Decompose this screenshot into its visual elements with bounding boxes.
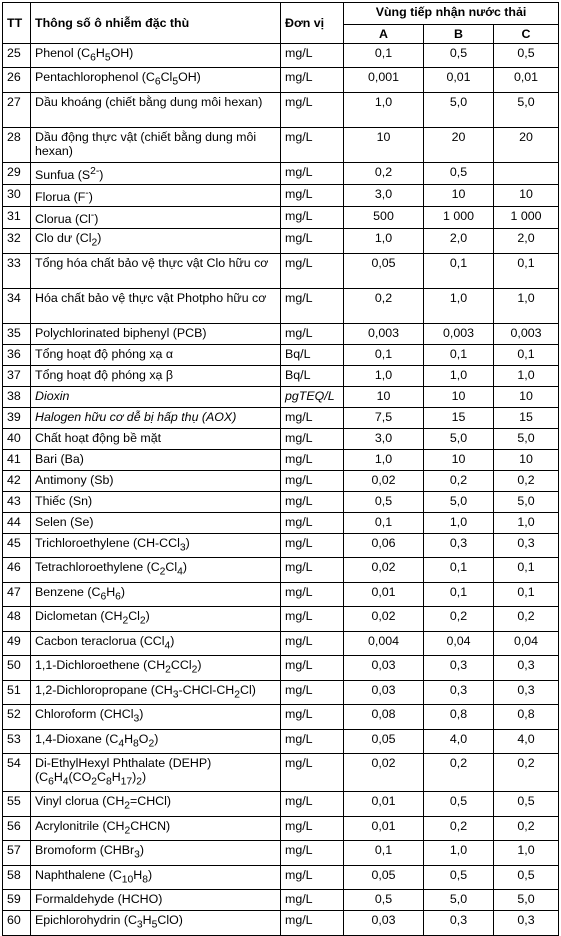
row-value-b: 5,0 [424,428,494,449]
row-value-b: 0,3 [424,911,494,935]
row-tt: 44 [3,512,31,533]
row-tt: 52 [3,705,31,729]
row-value-c: 0,1 [494,558,559,582]
row-name: 1,4-Dioxane $(C_4H_8O_2)$ [31,729,281,753]
row-value-b: 0,04 [424,631,494,655]
row-unit: mg/L [281,911,344,935]
table-row [3,323,559,344]
row-tt: 54 [3,754,31,792]
row-value-a: 0,03 [344,680,424,704]
table-row [3,207,559,229]
row-value-b: 15 [424,407,494,428]
row-value-c: 1,0 [494,512,559,533]
row-name: Selen (Se) [31,512,281,533]
table-row [3,428,559,449]
row-tt: 55 [3,792,31,816]
row-value-a: 0,05 [344,729,424,753]
table-row [3,792,559,816]
table-row [3,92,559,127]
row-unit: pgTEQ/L [281,386,344,407]
row-unit: mg/L [281,792,344,816]
row-value-b: 1,0 [424,288,494,323]
table-row [3,44,559,68]
row-name: Epichlorohydrin $(C_3H_5ClO)$ [31,911,281,935]
row-unit: mg/L [281,841,344,865]
row-tt: 45 [3,533,31,557]
row-value-a: 1,0 [344,449,424,470]
row-value-c: 4,0 [494,729,559,753]
row-tt: 33 [3,253,31,288]
row-value-c: 0,04 [494,631,559,655]
row-tt: 37 [3,365,31,386]
row-value-c: 0,1 [494,344,559,365]
row-value-c: 10 [494,449,559,470]
row-value-a: 0,03 [344,656,424,680]
row-unit: mg/L [281,449,344,470]
row-name: Vinyl clorua $(CH_2=CHCl)$ [31,792,281,816]
row-unit: mg/L [281,582,344,606]
row-value-a: 0,02 [344,470,424,491]
row-value-c: 0,3 [494,911,559,935]
row-tt: 39 [3,407,31,428]
row-value-a: 10 [344,386,424,407]
table-row [3,253,559,288]
row-name: Acrylonitrile $(CH_2CHCN)$ [31,816,281,840]
row-value-b: 20 [424,127,494,162]
row-tt: 56 [3,816,31,840]
row-name: Tetrachloroethylene $(C_2Cl_4)$ [31,558,281,582]
row-name: Chloroform (CHCl$_3$) [31,705,281,729]
row-tt: 27 [3,92,31,127]
row-name: Benzene $(C_6H_6)$ [31,582,281,606]
row-value-b: 0,1 [424,344,494,365]
row-tt: 41 [3,449,31,470]
row-value-a: 500 [344,207,424,229]
row-unit: mg/L [281,44,344,68]
row-unit: mg/L [281,890,344,911]
row-value-a: 0,2 [344,288,424,323]
row-tt: 46 [3,558,31,582]
row-tt: 26 [3,68,31,92]
row-name: Dầu động thực vật (chiết bằng dung môi hexan) [31,127,281,162]
row-tt: 57 [3,841,31,865]
row-value-b: 0,2 [424,607,494,631]
row-value-a: 1,0 [344,229,424,253]
row-value-b: 2,0 [424,229,494,253]
row-value-a: 0,05 [344,865,424,889]
row-unit: mg/L [281,253,344,288]
row-value-a: 0,01 [344,792,424,816]
row-name: Antimony (Sb) [31,470,281,491]
table-row [3,841,559,865]
row-tt: 48 [3,607,31,631]
row-unit: mg/L [281,229,344,253]
row-value-b: 0,01 [424,68,494,92]
row-value-c: 0,01 [494,68,559,92]
table-row [3,680,559,704]
table-row [3,512,559,533]
row-tt: 40 [3,428,31,449]
row-value-c: 10 [494,185,559,207]
table-row [3,288,559,323]
row-value-c: 0,2 [494,816,559,840]
row-name: Pentachlorophenol $(C_6Cl_5OH)$ [31,68,281,92]
row-unit: mg/L [281,428,344,449]
table-row [3,449,559,470]
row-value-c: 0,8 [494,705,559,729]
row-tt: 50 [3,656,31,680]
table-row [3,656,559,680]
row-value-c: 0,2 [494,754,559,792]
row-tt: 25 [3,44,31,68]
row-value-c: 15 [494,407,559,428]
row-value-a: 10 [344,127,424,162]
row-name: Cacbon teraclorua (CCl$_4$) [31,631,281,655]
table-row [3,68,559,92]
row-value-a: 0,1 [344,512,424,533]
row-unit: mg/L [281,407,344,428]
table-row [3,754,559,792]
row-value-c: 0,003 [494,323,559,344]
row-value-c: 10 [494,386,559,407]
row-unit: mg/L [281,705,344,729]
row-value-b: 0,3 [424,656,494,680]
row-value-b: 10 [424,386,494,407]
row-value-a: 0,2 [344,162,424,184]
row-unit: mg/L [281,127,344,162]
row-value-a: 3,0 [344,428,424,449]
row-value-c: 0,3 [494,656,559,680]
row-name: Halogen hữu cơ dễ bị hấp thụ (AOX) [31,407,281,428]
table-row [3,407,559,428]
row-value-b: 1,0 [424,512,494,533]
row-value-b: 0,5 [424,162,494,184]
row-name: Formaldehyde (HCHO) [31,890,281,911]
row-value-a: 0,5 [344,491,424,512]
table-row [3,491,559,512]
header-col-a: A [344,25,424,44]
row-value-c: 0,5 [494,44,559,68]
row-value-a: 1,0 [344,365,424,386]
row-tt: 32 [3,229,31,253]
row-value-c: 0,1 [494,253,559,288]
table-body [3,44,559,936]
row-unit: mg/L [281,656,344,680]
row-value-c: 0,5 [494,865,559,889]
table-row [3,816,559,840]
row-value-a: 0,05 [344,253,424,288]
table-row [3,729,559,753]
row-tt: 60 [3,911,31,935]
row-name: Dioxin [31,386,281,407]
row-name: Naphthalene $(C_{10}H_8)$ [31,865,281,889]
table-row [3,127,559,162]
row-name: Hóa chất bảo vệ thực vật Photpho hữu cơ [31,288,281,323]
row-name: Bromoform (CHBr$_3$) [31,841,281,865]
row-value-a: 0,02 [344,558,424,582]
row-value-c: 5,0 [494,428,559,449]
row-name: 1,2-Dichloropropane $(CH_3-CHCl-CH_2Cl)$ [31,680,281,704]
row-value-a: 0,02 [344,754,424,792]
table-row [3,865,559,889]
row-value-b: 5,0 [424,92,494,127]
pollutant-table [2,2,559,936]
row-value-b: 5,0 [424,491,494,512]
row-value-b: 0,2 [424,816,494,840]
row-name: Bari (Ba) [31,449,281,470]
table-row [3,705,559,729]
row-tt: 43 [3,491,31,512]
row-name: Chất hoạt động bề mặt [31,428,281,449]
row-name: Trichloroethylene (CH-CCl$_3$) [31,533,281,557]
row-tt: 51 [3,680,31,704]
row-value-b: 0,2 [424,754,494,792]
row-value-a: 0,1 [344,344,424,365]
row-name: Tổng hoạt độ phóng xạ β [31,365,281,386]
row-tt: 53 [3,729,31,753]
header-tt: TT [3,3,31,44]
row-unit: mg/L [281,512,344,533]
row-unit: Bq/L [281,365,344,386]
row-name: Phenol $(C_6H_5OH)$ [31,44,281,68]
row-tt: 28 [3,127,31,162]
row-unit: mg/L [281,816,344,840]
row-tt: 58 [3,865,31,889]
row-name: Thiếc (Sn) [31,491,281,512]
row-value-c: 5,0 [494,491,559,512]
row-value-a: 7,5 [344,407,424,428]
table-row [3,558,559,582]
row-value-a: 0,5 [344,890,424,911]
row-unit: mg/L [281,865,344,889]
row-name: Florua (F-) [31,185,281,207]
row-unit: mg/L [281,92,344,127]
row-value-b: 0,2 [424,470,494,491]
row-value-a: 1,0 [344,92,424,127]
row-name: Clo dư $(Cl_2)$ [31,229,281,253]
row-value-b: 0,8 [424,705,494,729]
row-unit: mg/L [281,207,344,229]
row-value-c: 2,0 [494,229,559,253]
row-value-b: 0,5 [424,865,494,889]
row-name: Sunfua $(S^{2-})$ [31,162,281,184]
row-value-b: 0,3 [424,680,494,704]
row-value-c: 1,0 [494,841,559,865]
table-row [3,533,559,557]
row-value-a: 0,01 [344,816,424,840]
row-value-a: 0,004 [344,631,424,655]
row-unit: mg/L [281,533,344,557]
header-param: Thông số ô nhiễm đặc thù [31,3,281,44]
row-value-b: 0,1 [424,582,494,606]
row-value-c: 1 000 [494,207,559,229]
row-tt: 38 [3,386,31,407]
row-value-c: 1,0 [494,365,559,386]
row-name: Di-EthylHexyl Phthalate (DEHP) $(C_6H_4(CO_2C_8H_{17})_2)$ [31,754,281,792]
row-value-b: 1,0 [424,841,494,865]
row-value-b: 4,0 [424,729,494,753]
row-value-c: 0,3 [494,680,559,704]
row-tt: 42 [3,470,31,491]
row-value-a: 0,01 [344,582,424,606]
row-unit: mg/L [281,680,344,704]
row-name: 1,1-Dichloroethene $(CH_2CCl_2)$ [31,656,281,680]
row-tt: 49 [3,631,31,655]
row-value-a: 0,1 [344,841,424,865]
row-value-c: 1,0 [494,288,559,323]
row-value-c: 5,0 [494,890,559,911]
row-unit: mg/L [281,162,344,184]
row-tt: 47 [3,582,31,606]
row-unit: mg/L [281,729,344,753]
row-tt: 35 [3,323,31,344]
row-value-a: 0,1 [344,44,424,68]
row-value-a: 0,03 [344,911,424,935]
header-zone: Vùng tiếp nhận nước thải [344,3,559,25]
row-value-a: 3,0 [344,185,424,207]
row-value-b: 0,3 [424,533,494,557]
row-unit: mg/L [281,754,344,792]
row-unit: mg/L [281,607,344,631]
row-value-c: 0,5 [494,792,559,816]
table-row [3,890,559,911]
row-value-c: 0,2 [494,470,559,491]
row-value-c: 20 [494,127,559,162]
row-value-b: 10 [424,449,494,470]
row-value-c: 0,3 [494,533,559,557]
table-row [3,470,559,491]
row-unit: mg/L [281,470,344,491]
row-value-c: 0,1 [494,582,559,606]
row-unit: mg/L [281,288,344,323]
row-name: Diclometan $(CH_2Cl_2)$ [31,607,281,631]
header-unit: Đơn vị [281,3,344,44]
row-tt: 31 [3,207,31,229]
row-unit: Bq/L [281,344,344,365]
row-unit: mg/L [281,631,344,655]
table-row [3,631,559,655]
table-row [3,162,559,184]
row-unit: mg/L [281,68,344,92]
row-value-a: 0,06 [344,533,424,557]
table-row [3,582,559,606]
row-tt: 29 [3,162,31,184]
header-col-c: C [494,25,559,44]
table-row [3,386,559,407]
table-row [3,607,559,631]
table-row [3,344,559,365]
row-value-b: 1,0 [424,365,494,386]
row-value-b: 0,003 [424,323,494,344]
table-row [3,229,559,253]
row-name: Clorua (Cl-) [31,207,281,229]
table-row [3,185,559,207]
table-row [3,911,559,935]
row-name: Polychlorinated biphenyl (PCB) [31,323,281,344]
row-value-a: 0,001 [344,68,424,92]
row-value-c: 5,0 [494,92,559,127]
row-value-b: 10 [424,185,494,207]
row-unit: mg/L [281,323,344,344]
row-value-a: 0,02 [344,607,424,631]
row-unit: mg/L [281,558,344,582]
row-name: Dầu khoáng (chiết bằng dung môi hexan) [31,92,281,127]
header-col-b: B [424,25,494,44]
row-value-b: 0,5 [424,44,494,68]
row-value-b: 5,0 [424,890,494,911]
row-value-a: 0,08 [344,705,424,729]
row-value-b: 0,5 [424,792,494,816]
row-name: Tổng hóa chất bảo vệ thực vật Clo hữu cơ [31,253,281,288]
row-tt: 34 [3,288,31,323]
row-unit: mg/L [281,491,344,512]
row-name: Tổng hoạt độ phóng xạ α [31,344,281,365]
row-tt: 30 [3,185,31,207]
row-tt: 59 [3,890,31,911]
row-value-b: 1 000 [424,207,494,229]
row-value-c: 0,2 [494,607,559,631]
row-value-b: 0,1 [424,558,494,582]
row-value-c [494,162,559,184]
row-value-a: 0,003 [344,323,424,344]
row-value-b: 0,1 [424,253,494,288]
row-unit: mg/L [281,185,344,207]
table-row [3,365,559,386]
row-tt: 36 [3,344,31,365]
